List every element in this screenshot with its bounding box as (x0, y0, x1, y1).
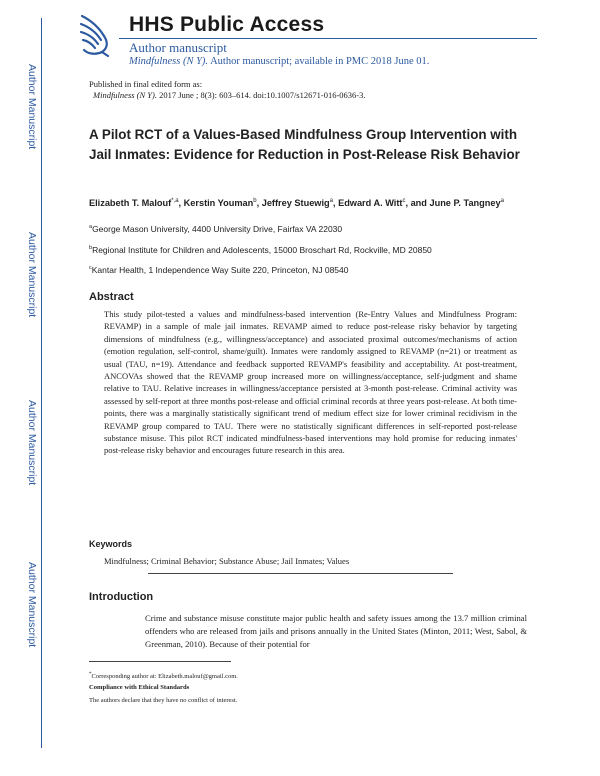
hhs-eagle-logo-icon (78, 12, 114, 58)
author-manuscript-label: Author manuscript (129, 40, 227, 55)
author-affiliation-marker: *,a (171, 198, 179, 204)
published-citation (93, 90, 365, 100)
author-affiliation-marker: b (253, 198, 257, 204)
pmc-citation-line (129, 56, 429, 67)
introduction-body: Crime and substance misuse constitute major public health and safety issues among the 13.7 million criminal offenders who are released from jails and prisons annually in the United States (Minton, 2011; West, Sabol, & Greenman, 2010). Because of their potential for (145, 613, 527, 649)
citation-journal: Mindfulness (N Y). (129, 56, 209, 67)
author-affiliation-marker: c (402, 198, 406, 204)
keywords-divider (148, 573, 453, 574)
author-name: Edward A. Witt (338, 198, 403, 209)
author-name: Kerstin Youman (183, 198, 254, 209)
author-affiliation-marker: a (500, 198, 504, 204)
hhs-public-access-title: HHS Public Access (129, 13, 325, 36)
published-details: 2017 June ; 8(3): 603–614. doi:10.1007/s12671-016-0636-3. (157, 90, 366, 100)
author-list: Elizabeth T. Malouf$^{*,a}$, Kerstin Youman$^b$, Jeffrey Stuewig$^a$, Edward A. Witt$^c$, and June P. Tangney$^a$ (89, 198, 504, 209)
keywords-heading: Keywords (89, 539, 133, 549)
article-title: A Pilot RCT of a Values-Based Mindfulness Group Intervention with Jail Inmates: Evidence for Reduction in Post-Release Risk Behavior (89, 127, 520, 162)
conflict-of-interest-statement: The authors declare that they have no conflict of interest. (89, 697, 238, 704)
introduction-heading: Introduction (89, 591, 154, 603)
sidebar-divider (41, 18, 42, 748)
author-name: June P. Tangney (429, 198, 501, 209)
author-name: Elizabeth T. Malouf (89, 198, 172, 209)
abstract-body: This study pilot-tested a values and mindfulness-based intervention (Re-Entry Values and Mindfulness Program: REVAMP) in a sample of male jail inmates. REVAMP aimed to reduce post-release risky behavior by targeting dimensions of mindfulness (e.g., willingness/acceptance) and associated proximal outcomes/mechanisms of action (emotion regulation, self-control, shame/guilt). Inmates were randomly assigned to REVAMP (n=21) or treatment as usual (TAU, n=19). Attendance and feedback supported REVAMP's feasibility and acceptability. At post-treatment, ANCOVAs showed that the REVAMP group increased more on willingness/acceptance, self-judgment and shame relative to TAU. Relative increases in willingness/acceptance persisted at 3-month post-release. Criminal activity was assessed by self-report at three months post-release and official criminal records at three years post-release. At both time-points, there was a marginally statistically significant trend of medium effect size for lower criminal recidivism in the REVAMP group compared to TAU. There were no statistically significant differences in self-reported post-release substance misuse. This pilot RCT indicated mindfulness-based interventions may hold promise for reducing inmates' post-release risky behavior and encourages future research in this area. (104, 309, 517, 456)
header-divider (119, 38, 537, 39)
published-label: Published in final edited form as: (89, 79, 203, 89)
sidebar-author-manuscript-label: Author Manuscript (26, 64, 38, 150)
author-name: Jeffrey Stuewig (261, 198, 330, 209)
keywords-list: Mindfulness; Criminal Behavior; Substance Abuse; Jail Inmates; Values (104, 556, 350, 566)
sidebar-author-manuscript-label: Author Manuscript (26, 562, 38, 648)
corresponding-author-footnote: *Corresponding author at: Elizabeth.malouf@gmail.com. (89, 672, 238, 681)
sidebar-author-manuscript-label: Author Manuscript (26, 232, 38, 318)
affiliation: $^c$Kantar Health, 1 Independence Way Suite 220, Princeton, NJ 08540 (89, 265, 349, 275)
affiliation: $^b$Regional Institute for Children and Adolescents, 15000 Broschart Rd, Rockville, MD 20850 (89, 245, 432, 255)
sidebar-author-manuscript-label: Author Manuscript (26, 400, 38, 486)
footnote-divider (89, 661, 231, 662)
ethics-heading: Compliance with Ethical Standards (89, 684, 190, 691)
published-journal: Mindfulness (N Y). (93, 90, 157, 100)
author-affiliation-marker: a (329, 198, 333, 204)
abstract-heading: Abstract (89, 291, 134, 303)
affiliation: $^a$George Mason University, 4400 University Drive, Fairfax VA 22030 (89, 224, 343, 234)
citation-availability: Author manuscript; available in PMC 2018 June 01. (208, 56, 430, 67)
